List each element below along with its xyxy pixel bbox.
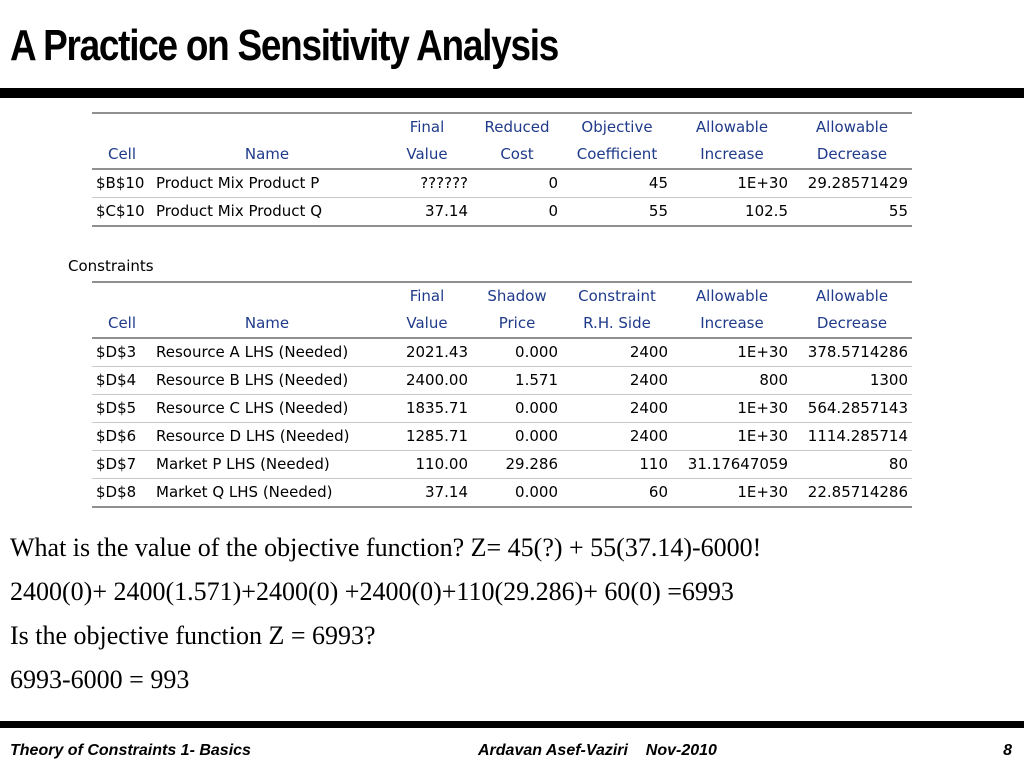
header-objective-coefficient: Coefficient	[562, 141, 672, 169]
constraint-rhs: 2400	[562, 395, 672, 423]
table-row	[92, 479, 912, 508]
allowable-decrease: 1300	[792, 367, 912, 395]
table-row	[92, 367, 912, 395]
allowable-decrease: 564.2857143	[792, 395, 912, 423]
header-row-top	[92, 282, 912, 310]
allowable-increase: 1E+30	[672, 423, 792, 451]
final-value: 37.14	[382, 198, 472, 227]
variable-cells-body	[92, 169, 912, 226]
body-line-result: 6993-6000 = 993	[10, 665, 190, 694]
constraints-label-text: Constraints	[68, 257, 154, 275]
shadow-price: 0.000	[472, 479, 562, 508]
header-allowable-decrease: Decrease	[792, 310, 912, 338]
constraints-body	[92, 338, 912, 507]
shadow-price: 0.000	[472, 395, 562, 423]
cell-name: Market Q LHS (Needed)	[152, 479, 382, 508]
table-row	[92, 395, 912, 423]
header-cell: Cell	[92, 141, 152, 169]
header-final-value: Final	[382, 113, 472, 141]
allowable-increase: 102.5	[672, 198, 792, 227]
cell-reference: $B$10	[92, 169, 152, 198]
cell-name: Resource B LHS (Needed)	[152, 367, 382, 395]
header-allowable-increase: Allowable	[672, 282, 792, 310]
header-cell	[92, 282, 152, 310]
header-objective-coefficient: Objective	[562, 113, 672, 141]
cell-name: Market P LHS (Needed)	[152, 451, 382, 479]
header-final-value: Value	[382, 310, 472, 338]
variable-cells-header	[92, 113, 912, 169]
objective-coefficient: 55	[562, 198, 672, 227]
shadow-price: 0.000	[472, 423, 562, 451]
objective-coefficient: 45	[562, 169, 672, 198]
header-allowable-decrease: Decrease	[792, 141, 912, 169]
header-shadow-price: Shadow	[472, 282, 562, 310]
constraint-rhs: 2400	[562, 367, 672, 395]
cell-name: Product Mix Product Q	[152, 198, 382, 227]
allowable-increase: 31.17647059	[672, 451, 792, 479]
cell-reference: $D$8	[92, 479, 152, 508]
final-value: 37.14	[382, 479, 472, 508]
header-row-bottom	[92, 310, 912, 338]
slide-title: A Practice on Sensitivity Analysis	[10, 21, 559, 70]
allowable-decrease: 1114.285714	[792, 423, 912, 451]
header-allowable-increase: Allowable	[672, 113, 792, 141]
shadow-price: 29.286	[472, 451, 562, 479]
header-name: Name	[152, 310, 382, 338]
allowable-increase: 1E+30	[672, 338, 792, 367]
body-line-question: Is the objective function Z = 6993?	[10, 621, 376, 650]
constraints-section-label	[68, 255, 208, 277]
final-value: 1285.71	[382, 423, 472, 451]
variable-cells-table-container	[92, 112, 912, 227]
reduced-cost: 0	[472, 169, 562, 198]
header-allowable-decrease: Allowable	[792, 282, 912, 310]
allowable-decrease: 80	[792, 451, 912, 479]
header-name: Name	[152, 141, 382, 169]
slide-page-number: 8	[1003, 742, 1012, 759]
constraints-header	[92, 282, 912, 338]
reduced-cost: 0	[472, 198, 562, 227]
header-constraint-rhs: R.H. Side	[562, 310, 672, 338]
cell-name: Resource A LHS (Needed)	[152, 338, 382, 367]
final-value: 1835.71	[382, 395, 472, 423]
shadow-price: 0.000	[472, 338, 562, 367]
header-cell: Cell	[92, 310, 152, 338]
cell-name: Product Mix Product P	[152, 169, 382, 198]
header-allowable-decrease: Allowable	[792, 113, 912, 141]
cell-reference: $D$6	[92, 423, 152, 451]
header-name	[152, 282, 382, 310]
cell-reference: $D$3	[92, 338, 152, 367]
cell-reference: $C$10	[92, 198, 152, 227]
cell-reference: $D$4	[92, 367, 152, 395]
allowable-increase: 800	[672, 367, 792, 395]
allowable-increase: 1E+30	[672, 169, 792, 198]
variable-cells-table	[92, 112, 912, 227]
constraint-rhs: 60	[562, 479, 672, 508]
cell-reference: $D$5	[92, 395, 152, 423]
header-reduced-cost: Cost	[472, 141, 562, 169]
header-shadow-price: Price	[472, 310, 562, 338]
constraints-table	[92, 281, 912, 508]
table-row	[92, 451, 912, 479]
header-row-top	[92, 113, 912, 141]
allowable-decrease: 378.5714286	[792, 338, 912, 367]
constraints-table-container	[92, 281, 912, 508]
constraint-rhs: 2400	[562, 423, 672, 451]
footer-divider	[0, 721, 1024, 728]
allowable-decrease: 55	[792, 198, 912, 227]
slide-body	[10, 526, 761, 702]
body-line-objective-question: What is the value of the objective function? Z= 45(?) + 55(37.14)-6000!	[10, 533, 762, 562]
final-value: ??????	[382, 169, 472, 198]
cell-name: Resource C LHS (Needed)	[152, 395, 382, 423]
constraint-rhs: 2400	[562, 338, 672, 367]
final-value: 110.00	[382, 451, 472, 479]
table-row	[92, 338, 912, 367]
allowable-increase: 1E+30	[672, 479, 792, 508]
final-value: 2400.00	[382, 367, 472, 395]
header-reduced-cost: Reduced	[472, 113, 562, 141]
constraint-rhs: 110	[562, 451, 672, 479]
title-divider	[0, 88, 1024, 98]
header-cell	[92, 113, 152, 141]
cell-name: Resource D LHS (Needed)	[152, 423, 382, 451]
header-constraint-rhs: Constraint	[562, 282, 672, 310]
final-value: 2021.43	[382, 338, 472, 367]
header-row-bottom	[92, 141, 912, 169]
header-final-value: Value	[382, 141, 472, 169]
cell-reference: $D$7	[92, 451, 152, 479]
header-allowable-increase: Increase	[672, 141, 792, 169]
table-row	[92, 169, 912, 198]
header-name	[152, 113, 382, 141]
table-row	[92, 198, 912, 227]
allowable-decrease: 22.85714286	[792, 479, 912, 508]
footer-author-date: Ardavan Asef-Vaziri Nov-2010	[478, 742, 717, 759]
header-final-value: Final	[382, 282, 472, 310]
shadow-price: 1.571	[472, 367, 562, 395]
allowable-decrease: 29.28571429	[792, 169, 912, 198]
header-allowable-increase: Increase	[672, 310, 792, 338]
allowable-increase: 1E+30	[672, 395, 792, 423]
footer-course-title: Theory of Constraints 1- Basics	[10, 742, 251, 759]
table-row	[92, 423, 912, 451]
body-line-dual-calculation: 2400(0)+ 2400(1.571)+2400(0) +2400(0)+110(29.286)+ 60(0) =6993	[10, 577, 734, 606]
